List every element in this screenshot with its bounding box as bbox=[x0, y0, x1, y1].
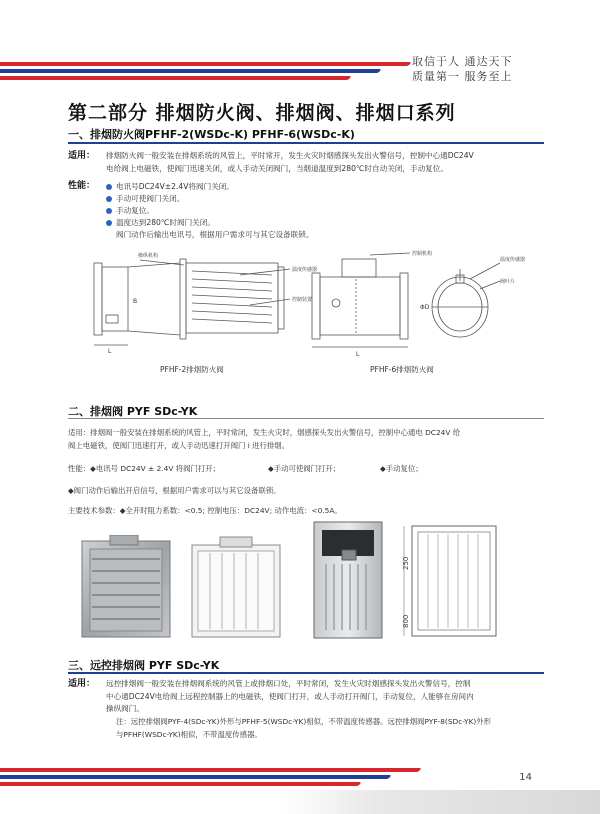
slogan-line-2: 质量第一 服务至上 bbox=[412, 70, 513, 83]
section1-use-label: 适用： bbox=[68, 151, 96, 161]
label-ctrl: 控制机构 bbox=[412, 251, 433, 257]
section1-perf-label: 性能： bbox=[68, 181, 96, 191]
flange-left bbox=[94, 263, 102, 335]
dim-l: L bbox=[108, 348, 112, 355]
label-ctrl: 控制装置 bbox=[292, 297, 313, 303]
section2-divider bbox=[68, 418, 544, 419]
bullet-item: 温度达到280℃时阀门关闭。 bbox=[106, 217, 215, 229]
valve-blades bbox=[192, 271, 272, 323]
section3-use-text: 远控排烟阀一般安装在排烟阀系统的风管上或排烟口处，平时常闭，发生火灾时烟感探头发出火警信号，控制 中心通DC24V电给阀上远程控制器上的电磁铁，使阀门打开，或人手动打开阀门，手动复位，人能够在房间内 操纵阀门。 bbox=[106, 679, 474, 713]
slogan-line-1: 取信于人 通达天下 bbox=[412, 55, 513, 68]
bullet-tail: 阀门动作后输出电讯号，根据用户需求可与其它设备联锁。 bbox=[116, 230, 314, 239]
section2-perf-1: 性能：◆电讯号 DC24V ± 2.4V 将阀门打开； bbox=[68, 464, 221, 473]
flange-front bbox=[180, 259, 186, 339]
section1-divider bbox=[68, 142, 544, 144]
section2-perf-4: ◆阀门动作后输出开启信号，根据用户需求可以与其它设备联锁。 bbox=[68, 486, 281, 495]
pfhf2-caption: PFHF-2排烟防火阀 bbox=[160, 365, 224, 374]
pfhf6-caption: PFHF-6排烟防火阀 bbox=[370, 365, 434, 374]
label-temp: 温度传感器 bbox=[500, 257, 526, 263]
control-box bbox=[342, 259, 376, 277]
section2-perf-2: ◆手动可使阀门打开； bbox=[268, 464, 341, 473]
section1-heading: 一、排烟防火阀PFHF-2(WSDc-K) PFHF-6(WSDc-K) bbox=[68, 128, 355, 141]
section2-perf-3: ◆手动复位； bbox=[380, 464, 423, 473]
dim-b: B bbox=[133, 298, 138, 305]
pfhf6-diagram bbox=[300, 245, 530, 360]
section2-heading: 二、排烟阀 PYF SDc-YK bbox=[68, 405, 198, 418]
page-number: 14 bbox=[519, 772, 532, 783]
product-drawing-4 bbox=[398, 520, 498, 640]
dim-800: 800 bbox=[402, 614, 410, 628]
label-temp: 温度传感器 bbox=[292, 267, 318, 273]
product-photo-1 bbox=[80, 535, 172, 640]
section3-divider bbox=[68, 672, 544, 674]
dim-d: ΦD bbox=[420, 304, 430, 311]
bullet-item: 手动复位。 bbox=[106, 205, 154, 217]
section1-use-text: 排烟防火阀一般安装在排烟系统的风管上，平时常开，发生火灾时烟感探头发出火警信号，控制中心通DC24V 电给阀上电磁铁，使阀门迅速关闭，或人手动关闭阀门，当烟道温度到280℃时自动关闭，手动复位。 bbox=[106, 151, 474, 173]
page-title: 第二部分 排烟防火阀、排烟阀、排烟口系列 bbox=[68, 102, 456, 124]
pfhf2-diagram bbox=[80, 245, 320, 360]
footer-stripes bbox=[0, 760, 600, 790]
section2-use-text: 适用：排烟阀一般安装在排烟系统的风管上，平时常闭，发生火灾时，烟感探头发出火警信号，控制中心通电 DC24V 给 阀上电磁铁，使阀门迅速打开，或人手动迅速打开阀门 i 进行排烟。 bbox=[68, 428, 461, 450]
label-mech: 操纵机构 bbox=[138, 253, 159, 259]
section3-use-label: 适用： bbox=[68, 679, 96, 689]
product-photo-2 bbox=[190, 535, 282, 640]
dim-250: 250 bbox=[402, 556, 410, 570]
section2-tech: 主要技术参数：◆全开时阻力系数：<0.5; 控制电压：DC24V; 动作电流：<0.5A。 bbox=[68, 506, 342, 515]
footer-gray-band bbox=[280, 790, 600, 814]
dim-l: L bbox=[356, 351, 360, 358]
header-stripes bbox=[0, 60, 420, 86]
product-photo-3 bbox=[312, 520, 384, 640]
section3-note: 注：远控排烟阀PYF-4(SDc-YK)外形与PFHF-5(WSDc-YK)相似，不带温度传感器。远控排烟阀PYF-8(SDc-YK)外形 与PFHF(WSDc-YK)相似，不带温度传感器。 bbox=[116, 717, 492, 739]
section3-heading: 三、远控排烟阀 PYF SDc-YK bbox=[68, 659, 220, 672]
header-slogan bbox=[412, 54, 522, 84]
bullet-item: 电讯号DC24V±2.4V将阀门关闭。 bbox=[106, 181, 234, 193]
bullet-item: 手动可使阀门关闭。 bbox=[106, 193, 184, 205]
duct-body bbox=[320, 277, 400, 335]
label-blade: 阀叶片 bbox=[500, 279, 516, 285]
